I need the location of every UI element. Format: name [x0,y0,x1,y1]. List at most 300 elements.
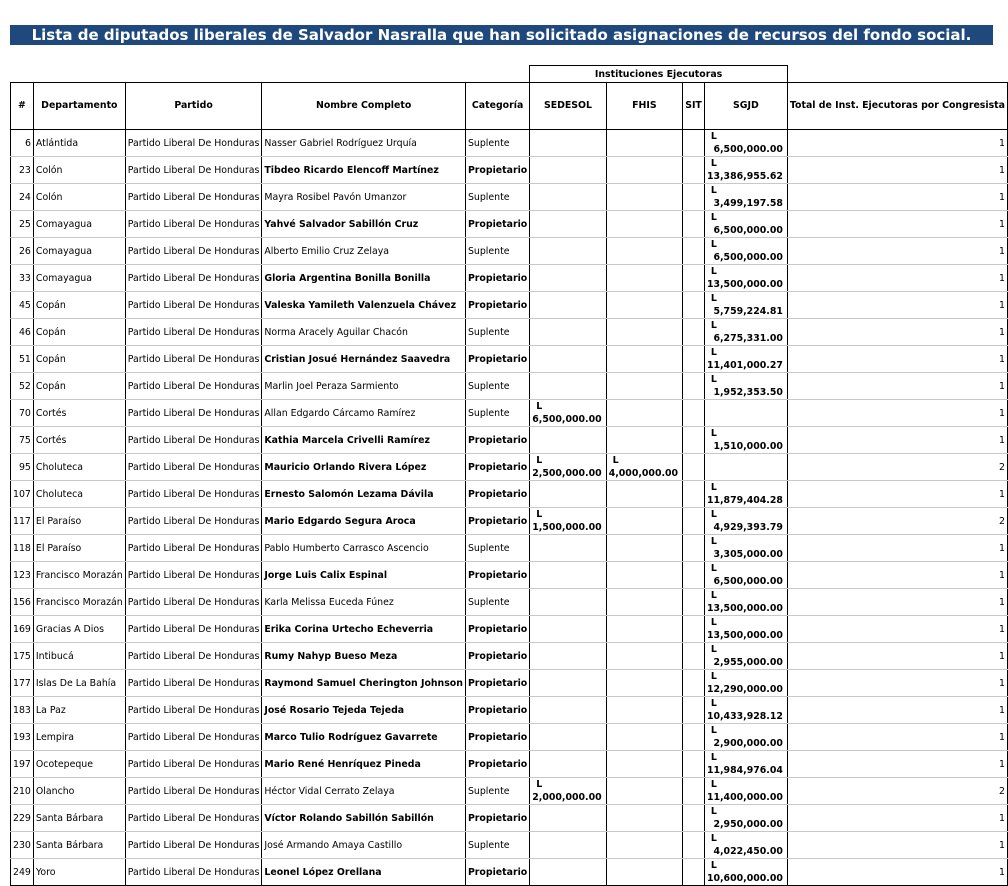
cell-fhis [606,859,682,886]
cell-num: 183 [11,697,34,724]
cell-fhis [606,643,682,670]
col-num-header: # [11,83,34,130]
cell-sedesol [530,670,606,697]
currency-symbol: L [710,725,717,736]
cell-num: 24 [11,184,34,211]
col-partido-header: Partido [125,83,262,130]
cell-total: 1 [787,670,1007,697]
table-row [11,697,1008,724]
currency-symbol: L [536,779,543,790]
amount-value: 10,433,928.12 [706,711,783,722]
cell-sedesol [530,508,606,535]
cell-num: 46 [11,319,34,346]
cell-sedesol [530,292,606,319]
col-sit-header: SIT [683,83,705,130]
table-row [11,616,1008,643]
cell-categoria: Suplente [465,319,529,346]
amount-value: 11,984,976.04 [706,765,783,776]
table-row [11,508,1008,535]
cell-departamento: Colón [33,184,125,211]
cell-categoria: Propietario [465,751,529,778]
cell-partido: Partido Liberal De Honduras [125,238,262,265]
col-departamento-header: Departamento [33,83,125,130]
cell-categoria: Propietario [465,265,529,292]
table-row [11,805,1008,832]
cell-sgjd [704,454,787,481]
currency-symbol: L [710,671,717,682]
cell-sit [683,643,705,670]
col-fhis-header: FHIS [606,83,682,130]
col-total-header: Total de Inst. Ejecutoras por Congresista [787,83,1007,130]
currency-symbol: L [710,536,717,547]
cell-fhis [606,373,682,400]
cell-fhis [606,265,682,292]
currency-symbol: L [710,293,717,304]
cell-sgjd [704,535,787,562]
amount-value: 6,500,000.00 [713,225,783,236]
cell-sedesol [530,130,606,157]
amount-value: 2,500,000.00 [532,468,602,479]
cell-sit [683,805,705,832]
cell-fhis [606,130,682,157]
table-row [11,562,1008,589]
cell-sit [683,778,705,805]
cell-departamento: Atlántida [33,130,125,157]
currency-symbol: L [710,185,717,196]
cell-sedesol [530,697,606,724]
table-row [11,859,1008,886]
cell-sit [683,292,705,319]
cell-sedesol [530,589,606,616]
cell-partido: Partido Liberal De Honduras [125,562,262,589]
cell-partido: Partido Liberal De Honduras [125,400,262,427]
currency-symbol: L [710,563,717,574]
cell-nombre: Héctor Vidal Cerrato Zelaya [262,778,466,805]
cell-sit [683,562,705,589]
cell-categoria: Propietario [465,454,529,481]
cell-sgjd [704,319,787,346]
cell-departamento: Islas De La Bahía [33,670,125,697]
cell-sgjd [704,346,787,373]
table-row [11,157,1008,184]
cell-nombre: Rumy Nahyp Bueso Meza [262,643,466,670]
cell-categoria: Suplente [465,778,529,805]
cell-partido: Partido Liberal De Honduras [125,184,262,211]
cell-departamento: Copán [33,346,125,373]
amount-value: 4,022,450.00 [713,846,783,857]
cell-departamento: El Paraíso [33,508,125,535]
cell-sedesol [530,157,606,184]
cell-partido: Partido Liberal De Honduras [125,157,262,184]
cell-departamento: Copán [33,319,125,346]
cell-fhis [606,454,682,481]
cell-categoria: Propietario [465,805,529,832]
cell-departamento: Cortés [33,400,125,427]
cell-sgjd [704,508,787,535]
currency-symbol: L [710,833,717,844]
cell-sgjd [704,670,787,697]
cell-nombre: Tibdeo Ricardo Elencoff Martínez [262,157,466,184]
cell-categoria: Suplente [465,400,529,427]
cell-num: 51 [11,346,34,373]
cell-sit [683,238,705,265]
cell-num: 169 [11,616,34,643]
cell-fhis [606,535,682,562]
col-sgjd-header: SGJD [704,83,787,130]
cell-sgjd [704,427,787,454]
cell-fhis [606,832,682,859]
cell-partido: Partido Liberal De Honduras [125,319,262,346]
cell-sgjd [704,184,787,211]
cell-fhis [606,346,682,373]
table-row [11,373,1008,400]
cell-sedesol [530,805,606,832]
cell-sedesol [530,832,606,859]
currency-symbol: L [710,212,717,223]
currency-symbol: L [710,374,717,385]
currency-symbol: L [710,806,717,817]
cell-num: 25 [11,211,34,238]
cell-departamento: Colón [33,157,125,184]
cell-total: 1 [787,562,1007,589]
cell-sedesol [530,535,606,562]
cell-sgjd [704,805,787,832]
cell-fhis [606,184,682,211]
cell-partido: Partido Liberal De Honduras [125,481,262,508]
amount-value: 6,500,000.00 [713,252,783,263]
cell-sit [683,535,705,562]
currency-symbol: L [710,482,717,493]
cell-partido: Partido Liberal De Honduras [125,805,262,832]
cell-departamento: Francisco Morazán [33,562,125,589]
cell-total: 1 [787,319,1007,346]
table-row [11,724,1008,751]
cell-sedesol [530,238,606,265]
table-row [11,346,1008,373]
cell-total: 1 [787,859,1007,886]
currency-symbol: L [710,131,717,142]
cell-fhis [606,481,682,508]
cell-partido: Partido Liberal De Honduras [125,724,262,751]
cell-categoria: Propietario [465,427,529,454]
currency-symbol: L [710,266,717,277]
cell-total: 1 [787,238,1007,265]
cell-nombre: Norma Aracely Aguilar Chacón [262,319,466,346]
cell-departamento: Santa Bárbara [33,805,125,832]
cell-sgjd [704,211,787,238]
cell-sedesol [530,319,606,346]
cell-total: 1 [787,292,1007,319]
cell-num: 118 [11,535,34,562]
amount-value: 13,500,000.00 [706,630,783,641]
cell-nombre: José Armando Amaya Castillo [262,832,466,859]
cell-sgjd [704,724,787,751]
cell-num: 33 [11,265,34,292]
cell-nombre: Raymond Samuel Cherington Johnson [262,670,466,697]
currency-symbol: L [710,779,717,790]
cell-total: 1 [787,346,1007,373]
cell-departamento: Comayagua [33,238,125,265]
amount-value: 4,000,000.00 [608,468,679,479]
cell-total: 1 [787,589,1007,616]
cell-sedesol [530,481,606,508]
cell-sedesol [530,562,606,589]
cell-total: 1 [787,751,1007,778]
cell-sgjd [704,481,787,508]
cell-departamento: Comayagua [33,211,125,238]
cell-fhis [606,427,682,454]
cell-nombre: Marlin Joel Peraza Sarmiento [262,373,466,400]
cell-nombre: Nasser Gabriel Rodríguez Urquía [262,130,466,157]
instituciones-header: Instituciones Ejecutoras [530,66,788,83]
cell-sedesol [530,751,606,778]
cell-num: 193 [11,724,34,751]
cell-departamento: Cortés [33,427,125,454]
cell-total: 1 [787,373,1007,400]
currency-symbol: L [710,239,717,250]
cell-total: 1 [787,211,1007,238]
cell-total: 1 [787,157,1007,184]
amount-value: 13,386,955.62 [706,171,783,182]
currency-symbol: L [710,428,717,439]
amount-value: 11,400,000.00 [706,792,783,803]
cell-departamento: El Paraíso [33,535,125,562]
cell-sit [683,373,705,400]
cell-nombre: Alberto Emilio Cruz Zelaya [262,238,466,265]
cell-partido: Partido Liberal De Honduras [125,346,262,373]
cell-nombre: Mario René Henríquez Pineda [262,751,466,778]
cell-categoria: Propietario [465,211,529,238]
cell-sedesol [530,346,606,373]
table-row [11,184,1008,211]
cell-nombre: Víctor Rolando Sabillón Sabillón [262,805,466,832]
cell-sit [683,427,705,454]
cell-nombre: Jorge Luis Calix Espinal [262,562,466,589]
currency-symbol: L [710,590,717,601]
cell-categoria: Suplente [465,589,529,616]
cell-sgjd [704,400,787,427]
amount-value: 3,499,197.58 [713,198,783,209]
cell-categoria: Suplente [465,238,529,265]
cell-num: 249 [11,859,34,886]
cell-partido: Partido Liberal De Honduras [125,373,262,400]
cell-sit [683,670,705,697]
cell-sgjd [704,238,787,265]
cell-categoria: Propietario [465,643,529,670]
cell-departamento: Ocotepeque [33,751,125,778]
cell-partido: Partido Liberal De Honduras [125,751,262,778]
amount-value: 6,275,331.00 [713,333,783,344]
cell-fhis [606,670,682,697]
cell-fhis [606,778,682,805]
cell-partido: Partido Liberal De Honduras [125,427,262,454]
col-sedesol-header: SEDESOL [530,83,606,130]
cell-total: 1 [787,616,1007,643]
cell-fhis [606,589,682,616]
cell-sedesol [530,373,606,400]
page-title: Lista de diputados liberales de Salvador Nasralla que han solicitado asignaciones de recursos del fondo social. [10,25,993,45]
cell-partido: Partido Liberal De Honduras [125,589,262,616]
cell-total: 1 [787,265,1007,292]
cell-fhis [606,238,682,265]
cell-sedesol [530,724,606,751]
cell-fhis [606,157,682,184]
amount-value: 11,401,000.27 [706,360,783,371]
cell-num: 95 [11,454,34,481]
cell-departamento: La Paz [33,697,125,724]
amount-value: 6,500,000.00 [532,414,602,425]
cell-sit [683,184,705,211]
table-row [11,427,1008,454]
cell-sedesol [530,211,606,238]
table-row [11,670,1008,697]
cell-categoria: Suplente [465,535,529,562]
cell-num: 210 [11,778,34,805]
amount-value: 4,929,393.79 [713,522,783,533]
amount-value: 2,950,000.00 [713,819,783,830]
cell-nombre: Yahvé Salvador Sabillón Cruz [262,211,466,238]
cell-total: 2 [787,508,1007,535]
cell-sit [683,481,705,508]
cell-sit [683,697,705,724]
cell-total: 2 [787,778,1007,805]
cell-nombre: Mayra Rosibel Pavón Umanzor [262,184,466,211]
cell-sit [683,400,705,427]
cell-sit [683,724,705,751]
cell-categoria: Suplente [465,832,529,859]
table-row [11,643,1008,670]
cell-fhis [606,211,682,238]
currency-symbol: L [710,347,717,358]
cell-partido: Partido Liberal De Honduras [125,292,262,319]
cell-nombre: Cristian Josué Hernández Saavedra [262,346,466,373]
amount-value: 2,000,000.00 [532,792,602,803]
currency-symbol: L [710,158,717,169]
cell-nombre: Ernesto Salomón Lezama Dávila [262,481,466,508]
cell-sgjd [704,265,787,292]
table-row [11,454,1008,481]
cell-nombre: Valeska Yamileth Valenzuela Chávez [262,292,466,319]
cell-partido: Partido Liberal De Honduras [125,832,262,859]
cell-departamento: Gracias A Dios [33,616,125,643]
cell-sedesol [530,778,606,805]
cell-fhis [606,751,682,778]
cell-partido: Partido Liberal De Honduras [125,697,262,724]
cell-categoria: Propietario [465,859,529,886]
table-row [11,211,1008,238]
cell-nombre: Erika Corina Urtecho Echeverria [262,616,466,643]
cell-categoria: Propietario [465,481,529,508]
cell-sgjd [704,292,787,319]
cell-categoria: Propietario [465,508,529,535]
cell-sgjd [704,697,787,724]
cell-departamento: Comayagua [33,265,125,292]
currency-symbol: L [710,752,717,763]
cell-num: 45 [11,292,34,319]
cell-categoria: Propietario [465,724,529,751]
cell-nombre: Karla Melissa Euceda Fúnez [262,589,466,616]
cell-fhis [606,292,682,319]
cell-total: 1 [787,535,1007,562]
currency-symbol: L [536,509,543,520]
cell-fhis [606,724,682,751]
cell-sit [683,589,705,616]
currency-symbol: L [710,509,717,520]
table-row [11,589,1008,616]
cell-sit [683,616,705,643]
table-row [11,481,1008,508]
cell-departamento: Choluteca [33,481,125,508]
cell-partido: Partido Liberal De Honduras [125,265,262,292]
cell-total: 1 [787,643,1007,670]
table-row [11,130,1008,157]
cell-categoria: Propietario [465,292,529,319]
col-categoria-header: Categoría [465,83,529,130]
cell-total: 1 [787,724,1007,751]
cell-departamento: Olancho [33,778,125,805]
cell-sgjd [704,616,787,643]
cell-sedesol [530,859,606,886]
cell-categoria: Suplente [465,373,529,400]
amount-value: 13,500,000.00 [706,603,783,614]
amount-value: 2,900,000.00 [713,738,783,749]
cell-sgjd [704,751,787,778]
cell-departamento: Intibucá [33,643,125,670]
cell-partido: Partido Liberal De Honduras [125,508,262,535]
table-row [11,400,1008,427]
cell-fhis [606,400,682,427]
table-row [11,751,1008,778]
cell-sit [683,859,705,886]
cell-partido: Partido Liberal De Honduras [125,535,262,562]
table-row [11,265,1008,292]
amount-value: 11,879,404.28 [706,495,783,506]
cell-sedesol [530,184,606,211]
cell-num: 107 [11,481,34,508]
table-row [11,535,1008,562]
amount-value: 5,759,224.81 [713,306,783,317]
cell-departamento: Copán [33,373,125,400]
amount-value: 3,305,000.00 [713,549,783,560]
amount-value: 6,500,000.00 [713,576,783,587]
cell-num: 117 [11,508,34,535]
cell-partido: Partido Liberal De Honduras [125,211,262,238]
cell-num: 197 [11,751,34,778]
cell-total: 1 [787,130,1007,157]
cell-total: 1 [787,697,1007,724]
cell-departamento: Yoro [33,859,125,886]
cell-total: 1 [787,805,1007,832]
cell-categoria: Propietario [465,616,529,643]
cell-sit [683,211,705,238]
amount-value: 13,500,000.00 [706,279,783,290]
cell-categoria: Suplente [465,130,529,157]
cell-sit [683,130,705,157]
currency-symbol: L [710,320,717,331]
currency-symbol: L [710,698,717,709]
cell-partido: Partido Liberal De Honduras [125,859,262,886]
cell-num: 70 [11,400,34,427]
cell-num: 52 [11,373,34,400]
col-nombre-header: Nombre Completo [262,83,466,130]
cell-partido: Partido Liberal De Honduras [125,643,262,670]
cell-sedesol [530,427,606,454]
cell-sgjd [704,562,787,589]
cell-sgjd [704,778,787,805]
cell-nombre: Marco Tulio Rodríguez Gavarrete [262,724,466,751]
cell-partido: Partido Liberal De Honduras [125,454,262,481]
cell-num: 23 [11,157,34,184]
